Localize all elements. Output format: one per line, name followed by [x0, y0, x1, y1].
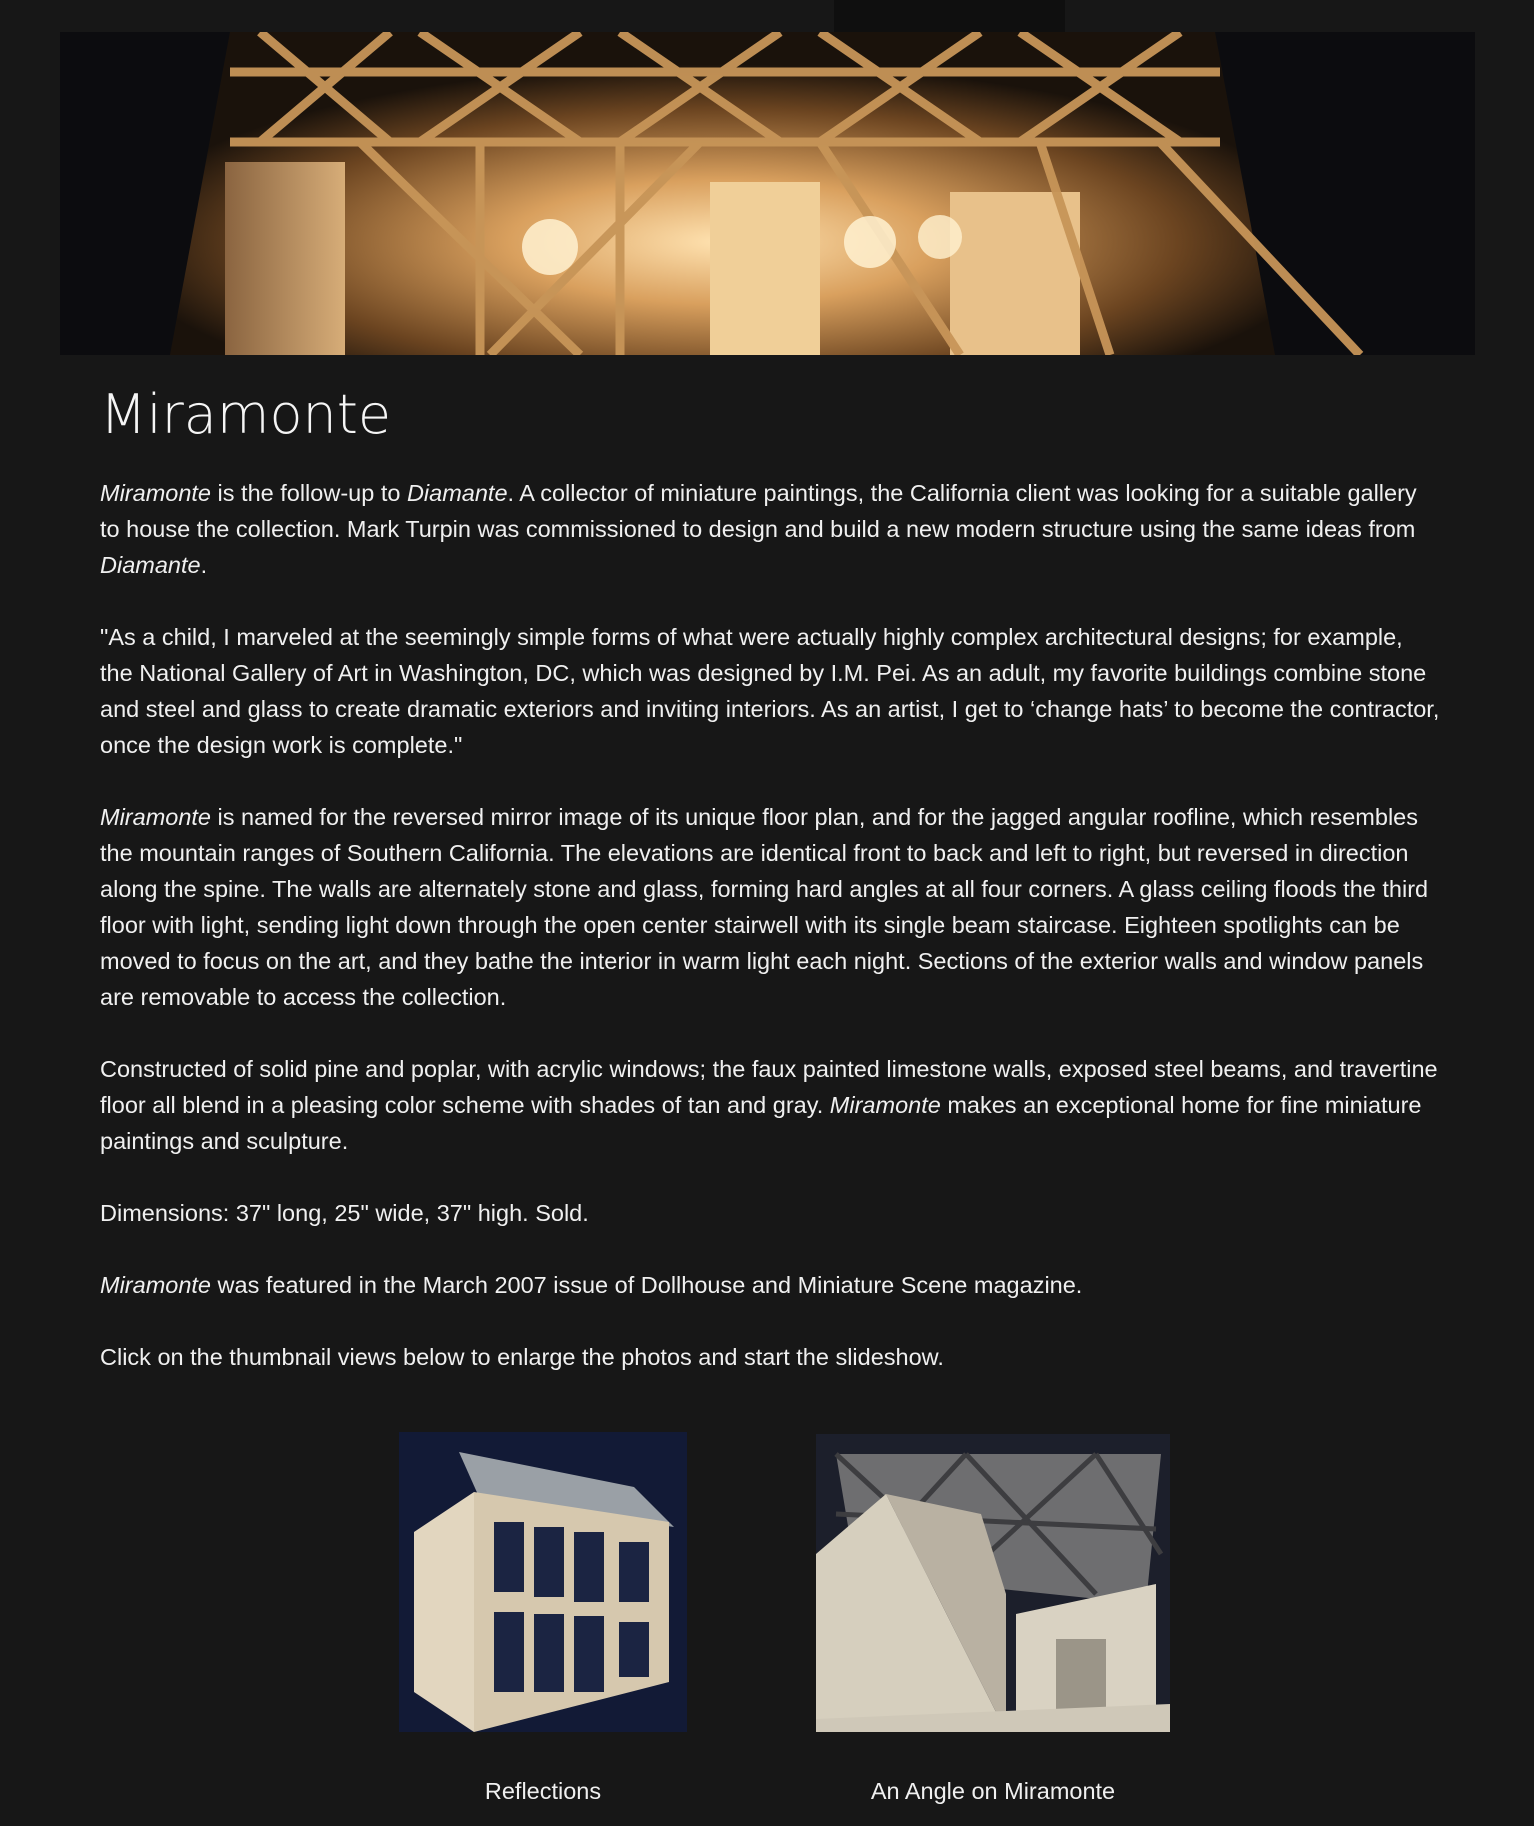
paragraph-intro [100, 475, 1440, 583]
paragraph-description [100, 799, 1440, 1015]
paragraph-text: makes an exceptional home for fine miniature paintings and sculpture. [100, 1092, 1422, 1154]
description-text [100, 475, 1440, 1375]
paragraph-text: Click on the thumbnail views below to enlarge the photos and start the slideshow. [100, 1344, 944, 1370]
paragraph-materials [100, 1051, 1440, 1159]
italic-title-text: Miramonte [100, 480, 212, 506]
paragraph-text: . A collector of miniature paintings, the California client was looking for a suitable gallery to house the collection. Mark Turpin was commissioned to design and build a new modern structure using the same ideas from [100, 480, 1417, 542]
top-nav-tab[interactable] [834, 0, 1065, 32]
paragraph-text: is the follow-up to [211, 480, 407, 506]
paragraph-text: was featured in the March 2007 issue of Dollhouse and Miniature Scene magazine. [211, 1272, 1083, 1298]
paragraph-text: . [200, 552, 208, 578]
italic-title-text: Diamante [406, 480, 508, 506]
paragraph-quote [100, 619, 1440, 763]
thumbnail-an-angle-on-miramonte[interactable] [816, 1434, 1170, 1732]
paragraph-text: Constructed of solid pine and poplar, with acrylic windows; the faux painted limestone walls, exposed steel beams, and travertine floor all blend in a pleasing color scheme with shades of tan and gray. [100, 1056, 1438, 1118]
italic-title-text: Diamante [100, 552, 201, 578]
italic-title-text: Miramonte [829, 1092, 941, 1118]
thumbnail-gallery [0, 1432, 1534, 1826]
paragraph-dimensions [100, 1195, 1440, 1231]
italic-title-text: Miramonte [100, 1272, 212, 1298]
thumbnail-caption-an-angle-on-miramonte[interactable]: An Angle on Miramonte [870, 1778, 1116, 1804]
italic-title-text: Miramonte [100, 804, 212, 830]
page-title: Miramonte [100, 383, 392, 446]
paragraph-text: "As a child, I marveled at the seemingly simple forms of what were actually highly complex architectural designs; for example, the National Gallery of Art in Washington, DC, which was designed by I.M. Pei. As an adult, my favorite buildings combine stone and steel and glass to create dramatic exteriors and inviting interiors. As an artist, I get to ‘change hats’ to become the contractor, once the design work is complete." [100, 624, 1440, 758]
paragraph-text: Dimensions: 37" long, 25" wide, 37" high. Sold. [100, 1200, 589, 1226]
paragraph-featured [100, 1267, 1440, 1303]
paragraph-instructions [100, 1339, 1440, 1375]
thumbnail-reflections[interactable] [399, 1432, 687, 1732]
thumbnail-caption-reflections[interactable]: Reflections [484, 1778, 602, 1804]
main-content [100, 380, 1440, 1411]
paragraph-text: is named for the reversed mirror image of its unique floor plan, and for the jagged angular roofline, which resembles the mountain ranges of Southern California. The elevations are identical front to back and left to right, but reversed in direction along the spine. The walls are alternately stone and glass, forming hard angles at all four corners. A glass ceiling floods the third floor with light, sending light down through the open center stairwell with its single beam staircase. Eighteen spotlights can be moved to focus on the art, and they bathe the interior in warm light each night. Sections of the exterior walls and window panels are removable to access the collection. [100, 804, 1429, 1010]
hero-banner-image [60, 32, 1475, 355]
